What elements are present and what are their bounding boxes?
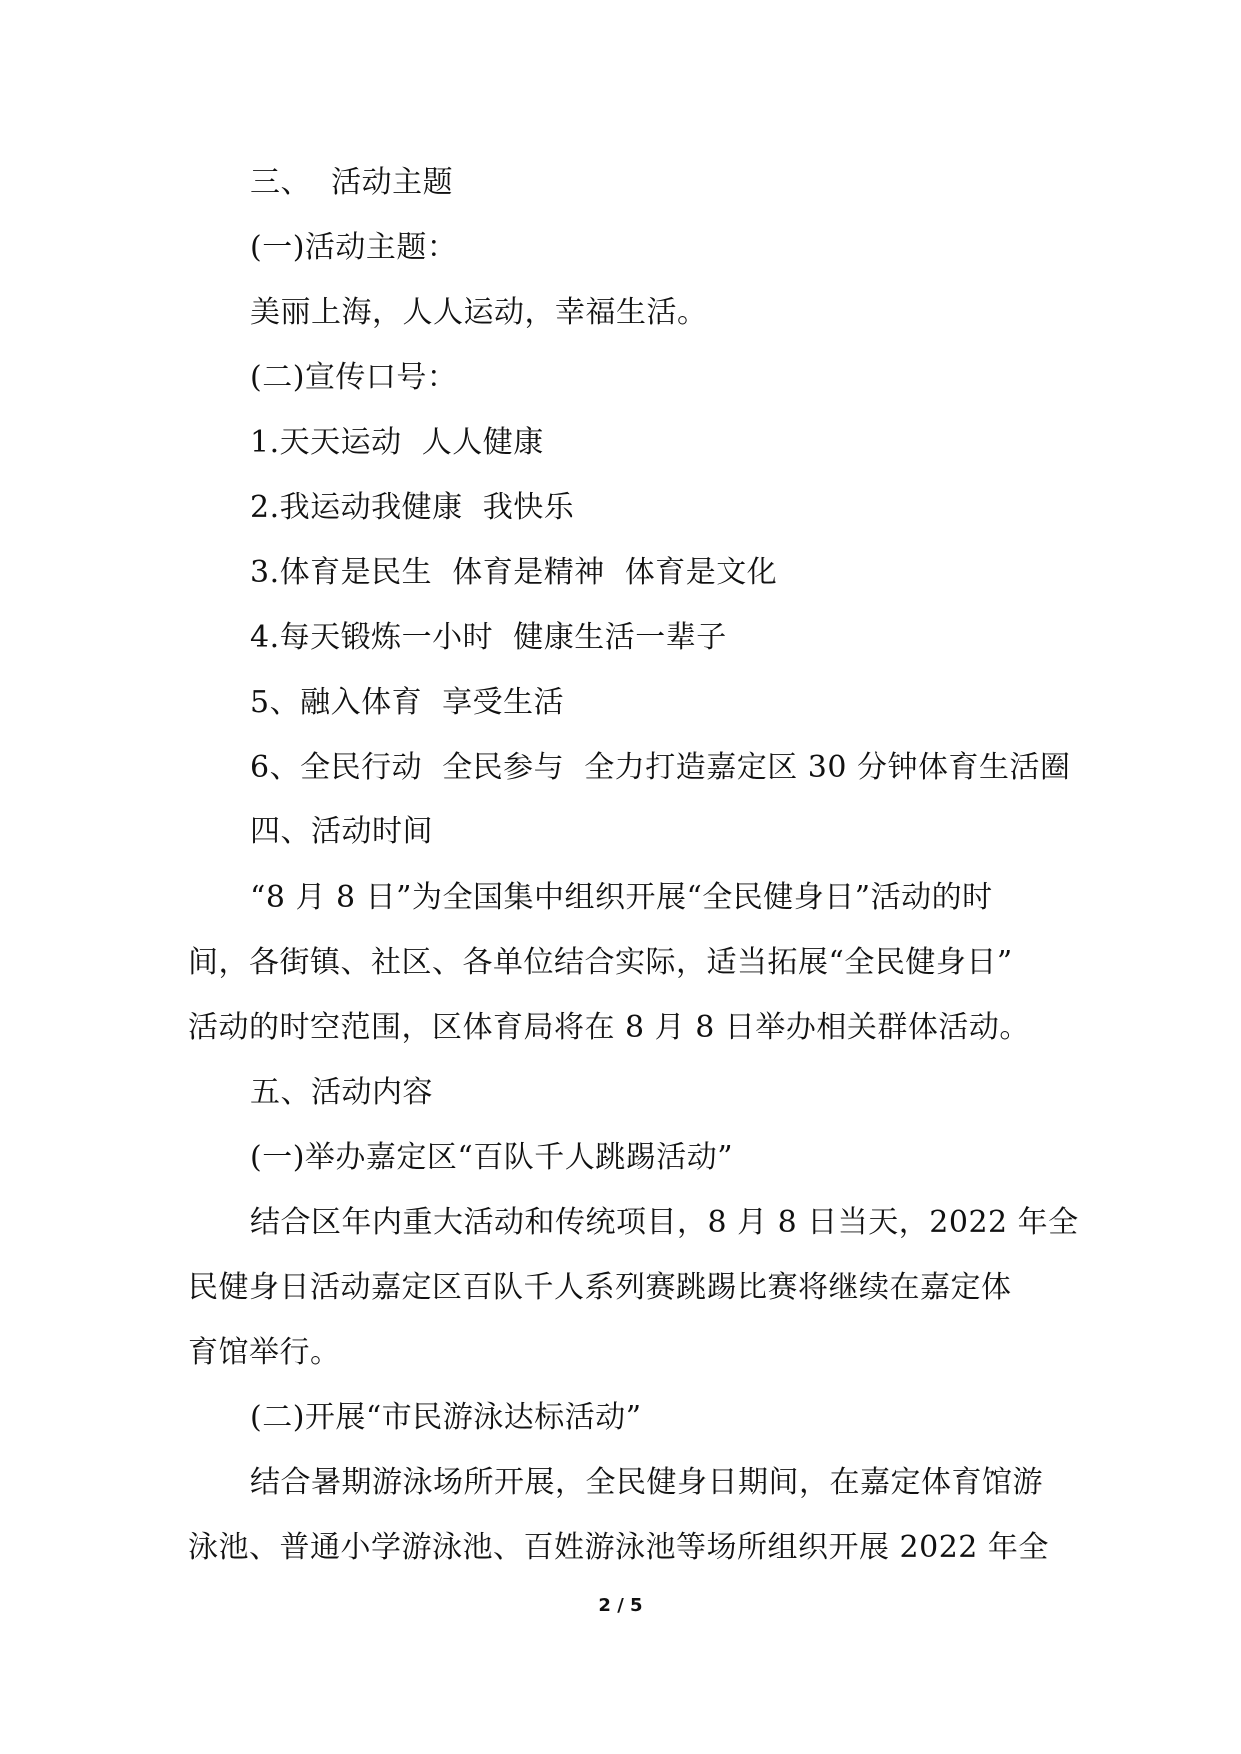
paragraph-line: 结合区年内重大活动和传统项目，8 月 8 日当天，2022 年全 <box>250 1205 1079 1240</box>
subheading-activity-1: (一)举办嘉定区“百队千人跳踢活动” <box>250 1140 734 1175</box>
page-number: 2 / 5 <box>598 1595 643 1616</box>
slogan-item-3: 3.体育是民生 体育是精神 体育是文化 <box>250 555 778 590</box>
slogan-item-5: 5、融入体育 享受生活 <box>250 685 565 720</box>
paragraph-line: “8 月 8 日”为全国集中组织开展“全民健身日”活动的时 <box>250 880 993 915</box>
paragraph-line: 育馆举行。 <box>188 1335 341 1370</box>
subheading-activity-2: (二)开展“市民游泳达标活动” <box>250 1400 642 1435</box>
paragraph-line: 泳池、普通小学游泳池、百姓游泳池等场所组织开展 2022 年全 <box>188 1530 1049 1565</box>
paragraph-line: 结合暑期游泳场所开展，全民健身日期间，在嘉定体育馆游 <box>250 1465 1043 1500</box>
slogan-item-4: 4.每天锻炼一小时 健康生活一辈子 <box>250 620 727 655</box>
paragraph-line: 民健身日活动嘉定区百队千人系列赛跳踢比赛将继续在嘉定体 <box>188 1270 1012 1305</box>
slogan-item-1: 1.天天运动 人人健康 <box>250 425 544 460</box>
slogan-item-2: 2.我运动我健康 我快乐 <box>250 490 575 525</box>
paragraph-line: 活动的时空范围，区体育局将在 8 月 8 日举办相关群体活动。 <box>188 1010 1030 1045</box>
paragraph-line: 间，各街镇、社区、各单位结合实际，适当拓展“全民健身日” <box>188 945 1013 980</box>
slogan-item-6: 6、全民行动 全民参与 全力打造嘉定区 30 分钟体育生活圈 <box>250 750 1071 785</box>
section-heading-4: 四、活动时间 <box>250 814 433 849</box>
subheading-theme: (一)活动主题： <box>250 230 458 265</box>
section-heading-5: 五、活动内容 <box>250 1075 433 1110</box>
theme-text: 美丽上海，人人运动，幸福生活。 <box>250 295 708 330</box>
subheading-slogans: (二)宣传口号： <box>250 360 458 395</box>
section-heading-3: 三、 活动主题 <box>250 165 454 200</box>
